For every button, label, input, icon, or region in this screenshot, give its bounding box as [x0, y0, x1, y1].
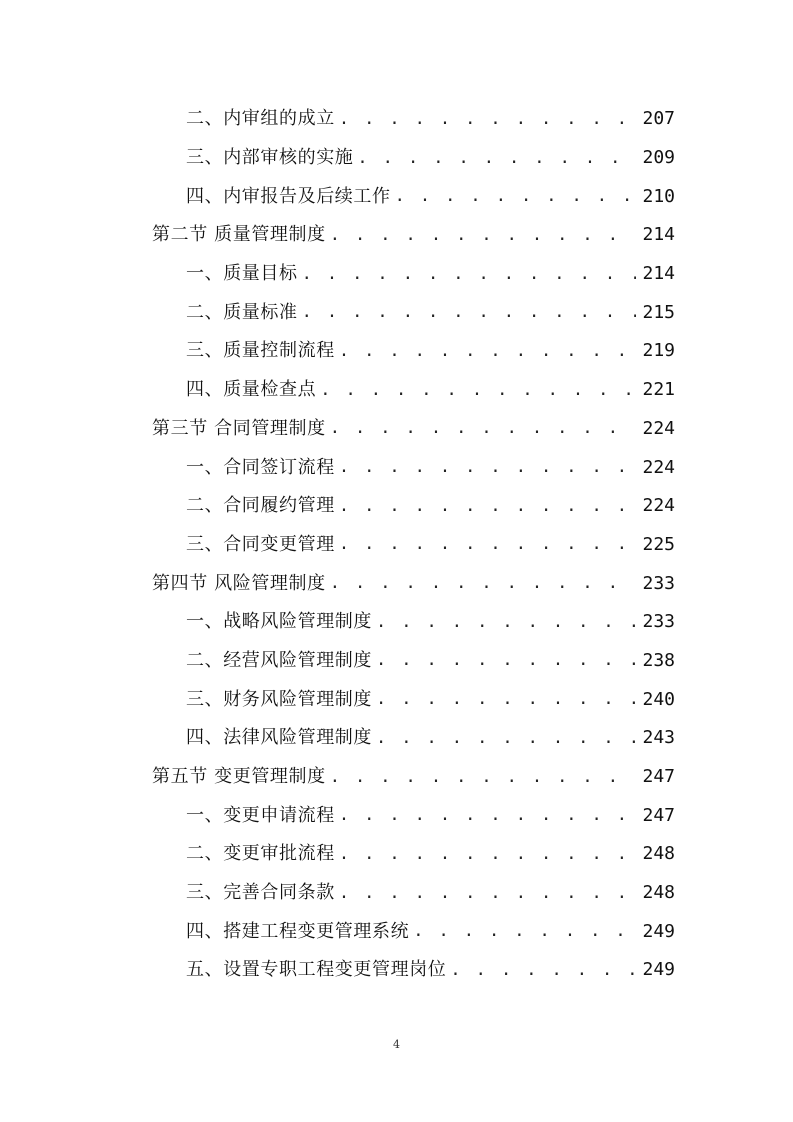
toc-page-number: 210	[642, 185, 675, 207]
toc-entry-title: 一、战略风险管理制度	[186, 611, 372, 633]
toc-entry[interactable]	[0, 139, 793, 178]
toc-dot-leader	[339, 498, 637, 515]
toc-dot-leader	[339, 111, 637, 128]
toc-entry[interactable]	[0, 487, 793, 526]
toc-page-number: 207	[642, 108, 675, 130]
toc-page-number: 221	[642, 379, 675, 401]
toc-dot-leader	[339, 807, 637, 824]
toc-entry-title: 三、质量控制流程	[186, 340, 335, 362]
toc-section-title: 第五节 变更管理制度	[152, 766, 326, 788]
toc-entry[interactable]	[0, 642, 793, 681]
toc-entry[interactable]	[0, 448, 793, 487]
toc-section-title: 第三节 合同管理制度	[152, 417, 326, 439]
toc-page-number: 214	[642, 263, 675, 285]
toc-entry[interactable]	[0, 526, 793, 565]
page-number: 4	[393, 1038, 400, 1051]
toc-dot-leader	[302, 304, 637, 321]
toc-page-number: 214	[642, 224, 675, 246]
toc-entry-title: 三、财务风险管理制度	[186, 688, 372, 710]
toc-section-title: 第四节 风险管理制度	[152, 572, 326, 594]
toc-dot-leader	[330, 575, 637, 592]
toc-entry-title: 四、内审报告及后续工作	[186, 185, 391, 207]
toc-page-number: 238	[642, 649, 675, 671]
toc-dot-leader	[330, 420, 637, 437]
toc-entry-title: 五、设置专职工程变更管理岗位	[186, 959, 447, 981]
toc-entry[interactable]	[0, 177, 793, 216]
toc-page-number: 225	[642, 533, 675, 555]
toc-entry[interactable]	[0, 255, 793, 294]
toc-entry-title: 一、质量目标	[186, 263, 298, 285]
toc-entry-title: 三、完善合同条款	[186, 882, 335, 904]
toc-dot-leader	[339, 536, 637, 553]
toc-page-number: 233	[642, 572, 675, 594]
toc-section-entry[interactable]	[0, 216, 793, 255]
toc-page-number: 224	[642, 417, 675, 439]
toc-entry-title: 二、变更审批流程	[186, 843, 335, 865]
toc-entry[interactable]	[0, 796, 793, 835]
toc-entry[interactable]	[0, 835, 793, 874]
toc-dot-leader	[413, 923, 636, 940]
toc-entry[interactable]	[0, 293, 793, 332]
toc-dot-leader	[330, 769, 637, 786]
toc-entry[interactable]	[0, 371, 793, 410]
toc-entry-title: 二、经营风险管理制度	[186, 649, 372, 671]
toc-page-number: 215	[642, 301, 675, 323]
toc-section-entry[interactable]	[0, 564, 793, 603]
toc-entry-title: 四、法律风险管理制度	[186, 727, 372, 749]
toc-section-title: 第二节 质量管理制度	[152, 224, 326, 246]
toc-page-number: 249	[642, 959, 675, 981]
toc-page-number: 219	[642, 340, 675, 362]
toc-dot-leader	[376, 691, 636, 708]
toc-dot-leader	[339, 343, 637, 360]
toc-page-number: 247	[642, 804, 675, 826]
toc-section-entry[interactable]	[0, 410, 793, 449]
toc-page-number: 248	[642, 843, 675, 865]
toc-dot-leader	[376, 614, 636, 631]
toc-dot-leader	[302, 266, 637, 283]
toc-dot-leader	[330, 227, 637, 244]
toc-dot-leader	[376, 730, 636, 747]
toc-dot-leader	[339, 846, 637, 863]
toc-entry[interactable]	[0, 951, 793, 990]
toc-entry[interactable]	[0, 874, 793, 913]
toc-entry-title: 三、内部审核的实施	[186, 147, 354, 169]
toc-page-number: 248	[642, 882, 675, 904]
toc-page-number: 224	[642, 495, 675, 517]
toc-entry[interactable]	[0, 719, 793, 758]
toc-page-number: 240	[642, 688, 675, 710]
toc-entry[interactable]	[0, 332, 793, 371]
toc-entry-title: 三、合同变更管理	[186, 533, 335, 555]
toc-dot-leader	[395, 188, 637, 205]
toc-page-number: 209	[642, 147, 675, 169]
toc-entry-title: 四、质量检查点	[186, 379, 317, 401]
toc-entry[interactable]	[0, 680, 793, 719]
toc-page-number: 243	[642, 727, 675, 749]
toc-dot-leader	[376, 652, 636, 669]
toc-entry-title: 二、质量标准	[186, 301, 298, 323]
toc-dot-leader	[357, 150, 636, 167]
toc-page-number: 224	[642, 456, 675, 478]
toc-dot-leader	[339, 885, 637, 902]
toc-page-number: 233	[642, 611, 675, 633]
toc-entry-title: 一、变更申请流程	[186, 804, 335, 826]
toc-dot-leader	[320, 382, 636, 399]
toc-dot-leader	[450, 962, 636, 979]
toc-dot-leader	[339, 459, 637, 476]
toc-page-number: 249	[642, 920, 675, 942]
table-of-contents	[0, 100, 793, 990]
toc-page-number: 247	[642, 766, 675, 788]
toc-entry-title: 二、内审组的成立	[186, 108, 335, 130]
toc-entry[interactable]	[0, 912, 793, 951]
toc-entry[interactable]	[0, 100, 793, 139]
toc-entry[interactable]	[0, 603, 793, 642]
toc-entry-title: 二、合同履约管理	[186, 495, 335, 517]
toc-entry-title: 四、搭建工程变更管理系统	[186, 920, 410, 942]
toc-entry-title: 一、合同签订流程	[186, 456, 335, 478]
toc-section-entry[interactable]	[0, 758, 793, 797]
